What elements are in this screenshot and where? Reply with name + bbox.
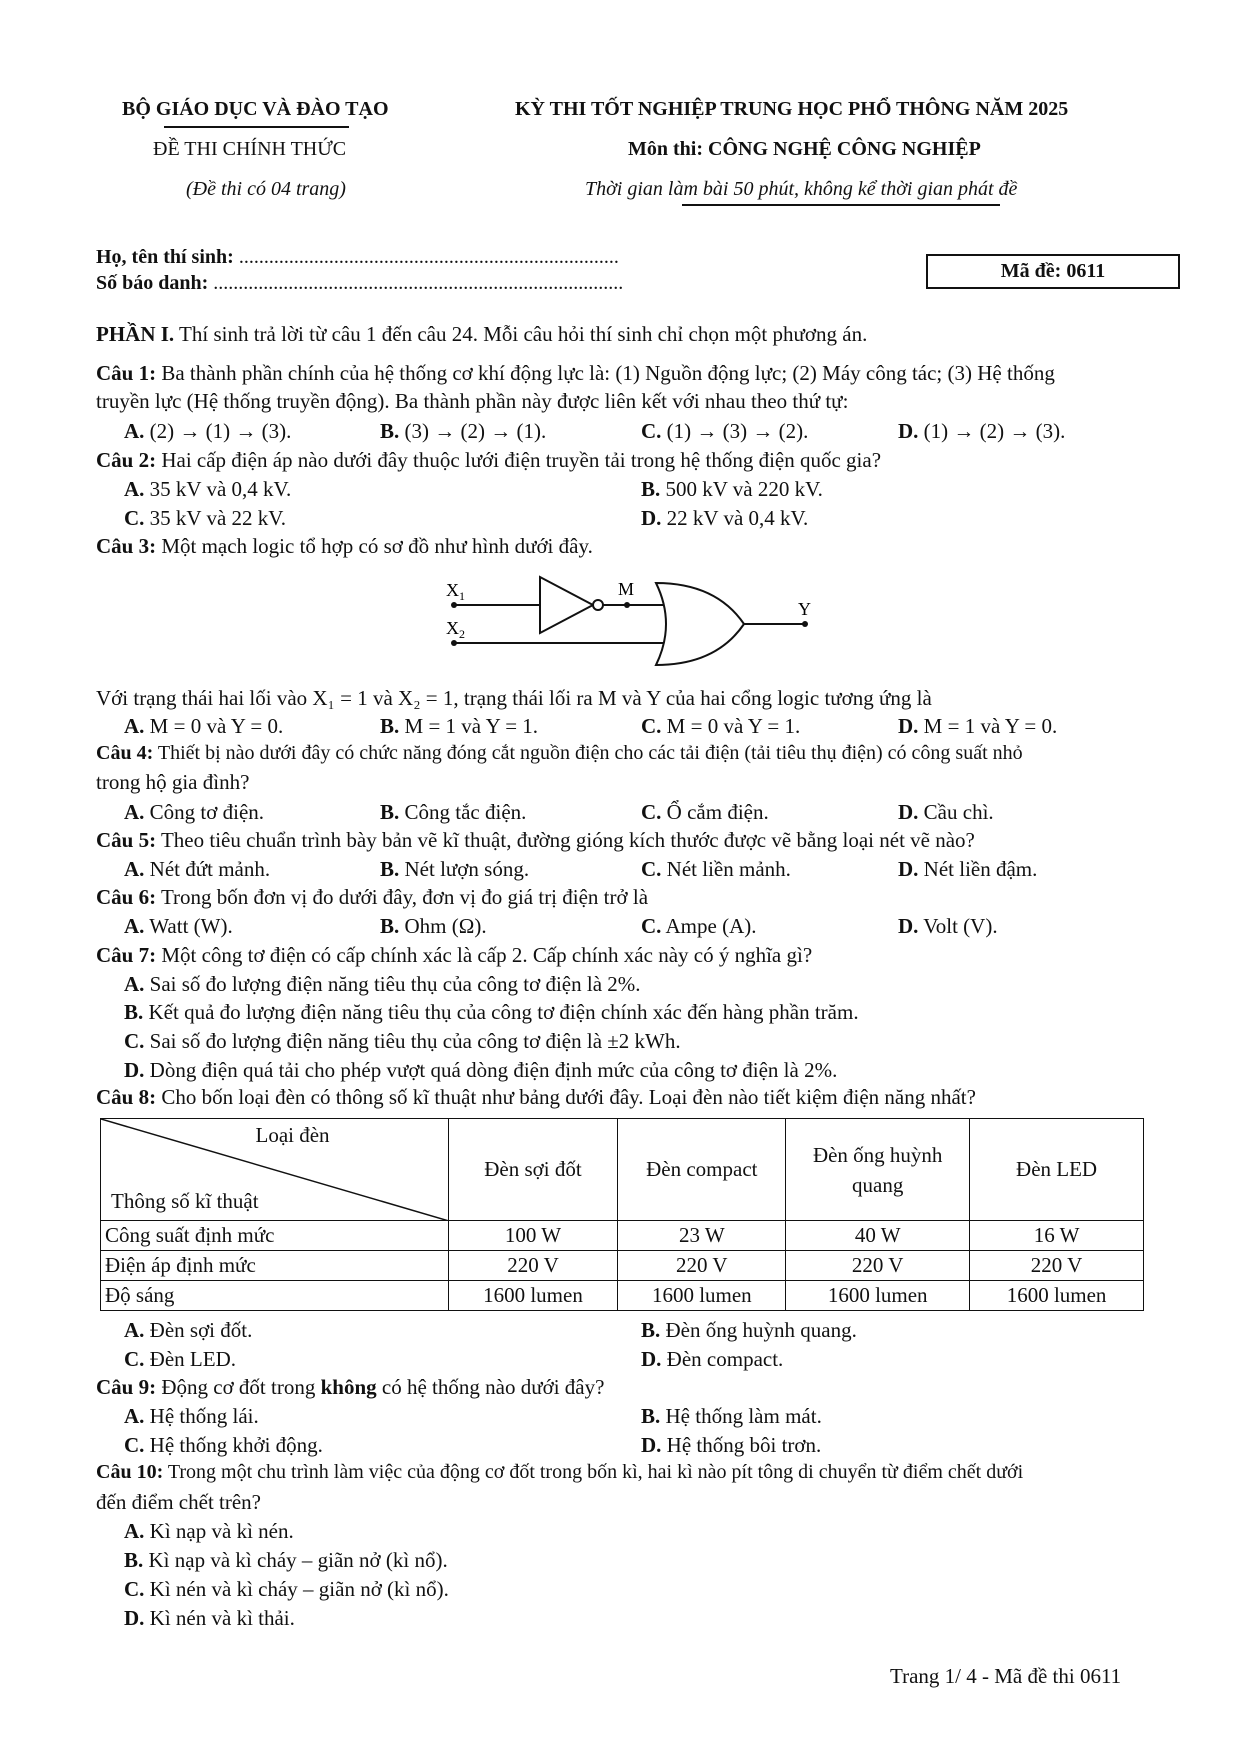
ministry-name: BỘ GIÁO DỤC VÀ ĐÀO TẠO xyxy=(122,98,389,120)
option-letter: C. xyxy=(124,1347,145,1371)
y-label: Y xyxy=(798,599,811,619)
option-letter: D. xyxy=(124,1606,145,1630)
q5-option-d xyxy=(898,857,1037,882)
option-text: Đèn sợi đốt. xyxy=(149,1318,253,1342)
subject-label: Môn thi: CÔNG NGHỆ CÔNG NGHIỆP xyxy=(628,138,981,160)
option-letter: B. xyxy=(641,477,661,501)
or-gate xyxy=(656,583,744,665)
option-text: Đèn LED. xyxy=(149,1347,236,1371)
option-text: (1) → (2) → (3). xyxy=(923,419,1066,443)
table-cell: 1600 lumen xyxy=(448,1281,618,1311)
candidate-name-label xyxy=(96,246,619,269)
q6-stem xyxy=(96,885,648,910)
option-letter: D. xyxy=(641,1347,662,1371)
option-letter: A. xyxy=(124,419,145,443)
table-header-cell: Đèn LED xyxy=(970,1119,1144,1221)
q8-option-b xyxy=(641,1318,857,1343)
option-letter: C. xyxy=(124,1433,145,1457)
option-text: 35 kV và 0,4 kV. xyxy=(149,477,292,501)
q7-option-c xyxy=(124,1029,681,1054)
q10-stem-line2: đến điểm chết trên? xyxy=(96,1490,262,1514)
table-cell: 1600 lumen xyxy=(786,1281,970,1311)
m-label: M xyxy=(618,579,635,599)
q9-option-d xyxy=(641,1433,821,1458)
option-letter: D. xyxy=(641,1433,662,1457)
option-text: Nét liền mảnh. xyxy=(666,857,791,881)
option-letter: A. xyxy=(124,972,145,996)
option-text: 500 kV và 220 kV. xyxy=(665,477,823,501)
candidate-id-label xyxy=(96,272,623,295)
corner-top-label: Loại đèn xyxy=(255,1123,330,1147)
option-letter: D. xyxy=(898,419,919,443)
q7-option-b xyxy=(124,1000,859,1025)
time-underline xyxy=(682,204,1000,206)
option-letter: B. xyxy=(380,419,400,443)
q2-option-d xyxy=(641,506,808,531)
option-text: Sai số đo lượng điện năng tiêu thụ của công tơ điện là ±2 kWh. xyxy=(149,1029,681,1053)
table-header-cell: Đèn sợi đốt xyxy=(448,1119,618,1221)
table-cell: 220 V xyxy=(786,1251,970,1281)
q10-option-a xyxy=(124,1519,294,1544)
option-text: (1) → (3) → (2). xyxy=(666,419,809,443)
q5-text: Theo tiêu chuẩn trình bày bản vẽ kĩ thuật, đường gióng kích thước được vẽ bằng loại nét vẽ nào? xyxy=(156,828,975,852)
q7-option-d xyxy=(124,1058,837,1083)
part1-instruction xyxy=(96,322,867,347)
option-text: Ổ cắm điện. xyxy=(666,800,769,824)
option-letter: C. xyxy=(124,506,145,530)
q2-label: Câu 2: xyxy=(96,448,157,472)
table-header-cell: Đèn ống huỳnh quang xyxy=(786,1119,970,1221)
q3-option-d xyxy=(898,714,1057,739)
option-letter: A. xyxy=(124,1519,145,1543)
option-letter: B. xyxy=(380,914,400,938)
q3-option-c xyxy=(641,714,800,739)
q3-question: Với trạng thái hai lối vào X₁ = 1 và X₂ = 1, trạng thái lối ra M và Y của hai cổng logic tương ứng là xyxy=(96,686,932,710)
option-letter: C. xyxy=(124,1029,145,1053)
ministry-underline xyxy=(164,126,349,128)
q7-option-a xyxy=(124,972,641,997)
option-text: Ampe (A). xyxy=(665,914,757,938)
table-cell: 220 V xyxy=(970,1251,1144,1281)
q5-stem xyxy=(96,828,975,853)
q10-option-b xyxy=(124,1548,448,1573)
option-text: Kì nén và kì cháy – giãn nở (kì nổ). xyxy=(149,1577,449,1601)
option-text: Đèn compact. xyxy=(666,1347,784,1371)
option-text: 35 kV và 22 kV. xyxy=(149,506,286,530)
part1-label: PHẦN I. xyxy=(96,322,175,346)
x1-label: $X_1$ xyxy=(446,580,465,603)
option-letter: A. xyxy=(124,1404,145,1428)
option-letter: C. xyxy=(641,419,662,443)
q3-label: Câu 3: xyxy=(96,534,157,558)
q2-stem xyxy=(96,448,881,473)
q5-label: Câu 5: xyxy=(96,828,157,852)
q2-option-c xyxy=(124,506,286,531)
option-text: Nét đứt mảnh. xyxy=(149,857,271,881)
option-text: M = 1 và Y = 1. xyxy=(404,714,539,738)
exam-title: KỲ THI TỐT NGHIỆP TRUNG HỌC PHỔ THÔNG NĂM 2025 xyxy=(515,98,1069,120)
option-letter: A. xyxy=(124,477,145,501)
q10-option-d xyxy=(124,1606,295,1631)
option-text: Công tắc điện. xyxy=(404,800,527,824)
option-letter: C. xyxy=(124,1577,145,1601)
q2-option-a xyxy=(124,477,291,502)
q7-stem xyxy=(96,943,812,968)
part1-text: Thí sinh trả lời từ câu 1 đến câu 24. Mỗi câu hỏi thí sinh chỉ chọn một phương án. xyxy=(174,322,868,346)
q6-option-d xyxy=(898,914,998,939)
q4-option-c xyxy=(641,800,769,825)
id-dots: .................................................................................. xyxy=(213,272,624,294)
q9-stem xyxy=(96,1375,604,1400)
page-count-note: (Đề thi có 04 trang) xyxy=(186,178,346,200)
option-text: Hệ thống lái. xyxy=(149,1404,259,1428)
table-cell: 100 W xyxy=(448,1221,618,1251)
q1-stem-line2: truyền lực (Hệ thống truyền động). Ba thành phần này được liên kết với nhau theo thứ tự: xyxy=(96,389,849,413)
table-row-label: Điện áp định mức xyxy=(101,1251,449,1281)
option-text: Hệ thống khởi động. xyxy=(149,1433,323,1457)
q8-stem xyxy=(96,1085,976,1110)
option-letter: B. xyxy=(641,1404,661,1428)
q8-option-d xyxy=(641,1347,783,1372)
q4-option-b xyxy=(380,800,526,825)
table-header-cell: Đèn compact xyxy=(618,1119,786,1221)
q6-text: Trong bốn đơn vị đo dưới đây, đơn vị đo giá trị điện trở là xyxy=(156,885,649,909)
option-letter: B. xyxy=(124,1548,144,1572)
table-row xyxy=(101,1281,1144,1311)
q5-option-c xyxy=(641,857,791,882)
x1-node xyxy=(451,602,457,608)
option-letter: A. xyxy=(124,714,145,738)
table-cell: 220 V xyxy=(618,1251,786,1281)
option-letter: D. xyxy=(124,1058,145,1082)
q8-option-c xyxy=(124,1347,236,1372)
y-node xyxy=(802,621,808,627)
table-header-row xyxy=(101,1119,1144,1221)
q6-option-c xyxy=(641,914,757,939)
q5-option-b xyxy=(380,857,529,882)
option-letter: D. xyxy=(898,914,919,938)
option-text: Nét lượn sóng. xyxy=(404,857,530,881)
option-text: Watt (W). xyxy=(149,914,233,938)
x2-node xyxy=(451,640,457,646)
table-cell: 16 W xyxy=(970,1221,1144,1251)
q9-label: Câu 9: xyxy=(96,1375,157,1399)
option-letter: B. xyxy=(380,857,400,881)
option-letter: C. xyxy=(641,914,662,938)
option-text: (3) → (2) → (1). xyxy=(404,419,547,443)
q1-stem xyxy=(96,361,1055,386)
q8-text: Cho bốn loại đèn có thông số kĩ thuật như bảng dưới đây. Loại đèn nào tiết kiệm điện năng nhất? xyxy=(156,1085,976,1109)
q9-text-pre: Động cơ đốt trong xyxy=(156,1375,321,1399)
q9-text-bold: không xyxy=(320,1375,377,1399)
option-text: Kì nén và kì thải. xyxy=(149,1606,295,1630)
option-text: Volt (V). xyxy=(923,914,998,938)
q1-option-a xyxy=(124,419,291,444)
table-corner-cell xyxy=(101,1119,449,1221)
option-letter: A. xyxy=(124,1318,145,1342)
q9-text-post: có hệ thống nào dưới đây? xyxy=(376,1375,605,1399)
table-row xyxy=(101,1251,1144,1281)
m-node xyxy=(624,602,630,608)
table-row-label: Công suất định mức xyxy=(101,1221,449,1251)
option-letter: C. xyxy=(641,857,662,881)
option-letter: D. xyxy=(898,857,919,881)
option-text: Đèn ống huỳnh quang. xyxy=(665,1318,857,1342)
not-gate-bubble xyxy=(593,600,603,610)
q10-label: Câu 10: xyxy=(96,1461,164,1483)
q4-option-a xyxy=(124,800,264,825)
option-letter: B. xyxy=(380,800,400,824)
option-text: M = 0 và Y = 0. xyxy=(149,714,284,738)
q3-option-b xyxy=(380,714,538,739)
id-label-text: Số báo danh: xyxy=(96,272,209,294)
option-text: M = 1 và Y = 0. xyxy=(923,714,1058,738)
q3-option-a xyxy=(124,714,283,739)
q4-stem xyxy=(96,742,1023,765)
q2-option-b xyxy=(641,477,823,502)
not-gate xyxy=(540,577,593,633)
q10-line1: Trong một chu trình làm việc của động cơ đốt trong bốn kì, hai kì nào pít tông di chuyển từ điểm chết dưới xyxy=(163,1461,1024,1483)
option-text: Nét liền đậm. xyxy=(923,857,1038,881)
q4-option-d xyxy=(898,800,994,825)
q2-text: Hai cấp điện áp nào dưới đây thuộc lưới điện truyền tải trong hệ thống điện quốc gia? xyxy=(156,448,882,472)
q10-option-c xyxy=(124,1577,449,1602)
option-text: Công tơ điện. xyxy=(149,800,265,824)
q7-text: Một công tơ điện có cấp chính xác là cấp 2. Cấp chính xác này có ý nghĩa gì? xyxy=(156,943,813,967)
q7-label: Câu 7: xyxy=(96,943,157,967)
option-letter: C. xyxy=(641,800,662,824)
option-text: (2) → (1) → (3). xyxy=(149,419,292,443)
name-dots: ............................................................................ xyxy=(238,246,619,268)
q6-option-b xyxy=(380,914,487,939)
q8-label: Câu 8: xyxy=(96,1085,157,1109)
table-cell: 1600 lumen xyxy=(970,1281,1144,1311)
x2-label: $X_2$ xyxy=(446,618,465,641)
table-cell: 1600 lumen xyxy=(618,1281,786,1311)
option-text: Hệ thống làm mát. xyxy=(665,1404,822,1428)
q10-stem xyxy=(96,1461,1023,1484)
option-text: Kì nạp và kì nén. xyxy=(149,1519,294,1543)
table-row-label: Độ sáng xyxy=(101,1281,449,1311)
q6-option-a xyxy=(124,914,233,939)
option-letter: B. xyxy=(641,1318,661,1342)
option-text: Dòng điện quá tải cho phép vượt quá dòng điện định mức của công tơ điện là 2%. xyxy=(149,1058,838,1082)
option-text: Kết quả đo lượng điện năng tiêu thụ của công tơ điện chính xác đến hàng phần trăm. xyxy=(148,1000,859,1024)
table-cell: 220 V xyxy=(448,1251,618,1281)
option-letter: C. xyxy=(641,714,662,738)
q1-option-c xyxy=(641,419,808,444)
option-letter: B. xyxy=(380,714,400,738)
page-footer: Trang 1/ 4 - Mã đề thi 0611 xyxy=(890,1664,1122,1688)
option-text: Ohm (Ω). xyxy=(404,914,487,938)
q5-option-a xyxy=(124,857,270,882)
q4-label: Câu 4: xyxy=(96,742,154,764)
corner-bottom-label: Thông số kĩ thuật xyxy=(111,1189,259,1213)
q1-option-d xyxy=(898,419,1065,444)
exam-code-box: Mã đề: 0611 xyxy=(926,254,1180,289)
q6-label: Câu 6: xyxy=(96,885,157,909)
option-letter: A. xyxy=(124,914,145,938)
q3-text: Một mạch logic tổ hợp có sơ đồ như hình dưới đây. xyxy=(156,534,593,558)
option-letter: D. xyxy=(641,506,662,530)
q9-option-c xyxy=(124,1433,323,1458)
option-text: M = 0 và Y = 1. xyxy=(666,714,801,738)
option-letter: D. xyxy=(898,800,919,824)
q1-line1: Ba thành phần chính của hệ thống cơ khí động lực là: (1) Nguồn động lực; (2) Máy công tác; (3) Hệ thống xyxy=(156,361,1055,385)
option-letter: A. xyxy=(124,800,145,824)
q9-option-a xyxy=(124,1404,259,1429)
q4-stem-line2: trong hộ gia đình? xyxy=(96,770,250,794)
logic-circuit-diagram xyxy=(440,565,820,675)
official-label: ĐỀ THI CHÍNH THỨC xyxy=(153,138,347,160)
option-text: 22 kV và 0,4 kV. xyxy=(666,506,809,530)
q3-stem xyxy=(96,534,593,559)
option-text: Cầu chì. xyxy=(923,800,994,824)
table-row xyxy=(101,1221,1144,1251)
option-letter: B. xyxy=(124,1000,144,1024)
q8-option-a xyxy=(124,1318,252,1343)
lamp-spec-table xyxy=(100,1118,1144,1311)
q1-label: Câu 1: xyxy=(96,361,157,385)
option-text: Sai số đo lượng điện năng tiêu thụ của công tơ điện là 2%. xyxy=(149,972,641,996)
option-text: Hệ thống bôi trơn. xyxy=(666,1433,822,1457)
name-label-text: Họ, tên thí sinh: xyxy=(96,246,234,268)
q4-line1: Thiết bị nào dưới đây có chức năng đóng cắt nguồn điện cho các tải điện (tải tiêu thụ điện) có công suất nhỏ xyxy=(153,742,1023,764)
exam-time: Thời gian làm bài 50 phút, không kể thời gian phát đề xyxy=(585,178,1018,200)
q9-option-b xyxy=(641,1404,822,1429)
option-letter: D. xyxy=(898,714,919,738)
option-text: Kì nạp và kì cháy – giãn nở (kì nổ). xyxy=(148,1548,448,1572)
table-cell: 40 W xyxy=(786,1221,970,1251)
option-letter: A. xyxy=(124,857,145,881)
table-cell: 23 W xyxy=(618,1221,786,1251)
q1-option-b xyxy=(380,419,546,444)
